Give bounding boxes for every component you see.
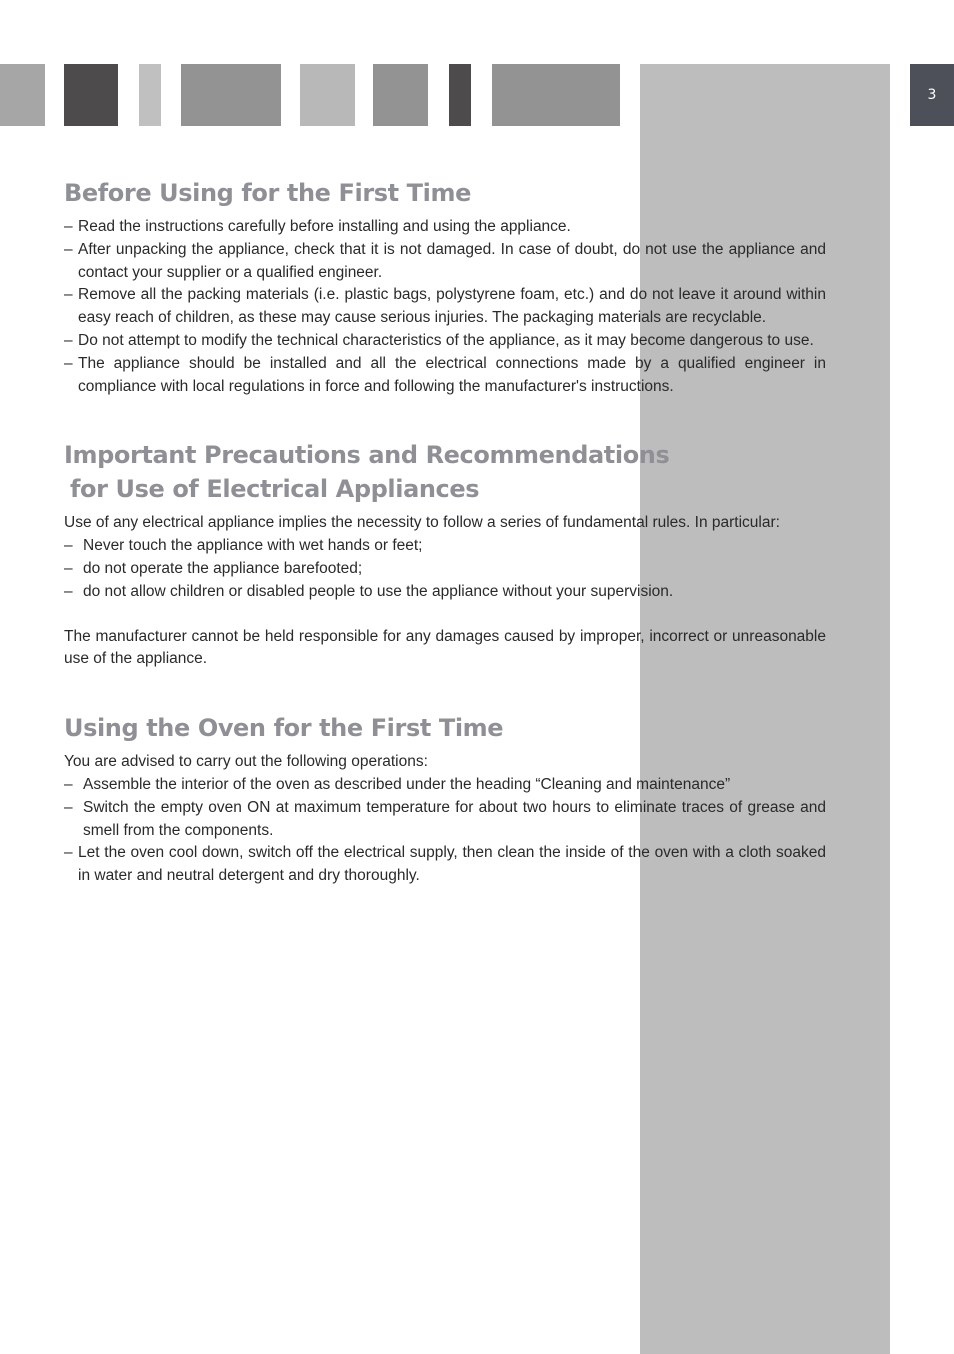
operations-list — [64, 774, 826, 842]
list-item: – Do not attempt to modify the technical characteristics of the appliance, as it may become dangerous to use. — [64, 330, 826, 353]
list-item: – Remove all the packing materials (i.e. plastic bags, polystyrene foam, etc.) and do not leave it around within easy reach of children, as these may cause serious injuries. The packaging materials are recyclable. — [64, 284, 826, 330]
header-bar-block — [181, 64, 281, 126]
list-item: – Assemble the interior of the oven as described under the heading “Cleaning and maintenance” — [64, 774, 826, 797]
page-number: 3 — [910, 64, 954, 126]
section-heading — [64, 438, 826, 506]
header-bar-block — [449, 64, 471, 126]
header-bar-block — [64, 64, 118, 126]
section-heading: Using the Oven for the First Time — [64, 714, 504, 743]
list-item: – Let the oven cool down, switch off the electrical supply, then clean the inside of the oven with a cloth soaked in water and neutral detergent and dry thoroughly. — [64, 842, 826, 888]
intro-paragraph: You are advised to carry out the following operations: — [64, 753, 428, 771]
list-item: – After unpacking the appliance, check that it is not damaged. In case of doubt, do not use the appliance and contact your supplier or a qualified engineer. — [64, 239, 826, 285]
operations-list — [64, 842, 826, 888]
heading-line: Important Precautions and Recommendations — [64, 441, 670, 470]
section-precautions — [64, 438, 826, 671]
list-item: – Switch the empty oven ON at maximum temperature for about two hours to eliminate traces of grease and smell from the components. — [64, 797, 826, 843]
section-before-first-use — [64, 176, 826, 398]
list-item: – do not operate the appliance barefooted; — [64, 558, 826, 581]
list-item: – do not allow children or disabled people to use the appliance without your supervision. — [64, 581, 826, 604]
intro-paragraph: Use of any electrical appliance implies the necessity to follow a series of fundamental rules. In particular: — [64, 514, 780, 532]
list-item: – The appliance should be installed and all the electrical connections made by a qualified engineer in compliance with local regulations in force and following the manufacturer's instructions. — [64, 353, 826, 399]
main-content — [64, 176, 826, 928]
instruction-list — [64, 216, 826, 398]
header-bar-block — [0, 64, 45, 126]
header-bar-block — [139, 64, 161, 126]
rules-list — [64, 535, 826, 603]
list-item: – Never touch the appliance with wet hands or feet; — [64, 535, 826, 558]
heading-line: for Use of Electrical Appliances — [70, 475, 480, 504]
header-bar-block — [492, 64, 620, 126]
disclaimer-paragraph: The manufacturer cannot be held responsible for any damages caused by improper, incorrect or unreasonable use of the appliance. — [64, 627, 826, 668]
list-item: – Read the instructions carefully before installing and using the appliance. — [64, 216, 826, 239]
header-bar-block — [300, 64, 355, 126]
section-oven-first-use — [64, 711, 826, 888]
header-bar-block — [373, 64, 428, 126]
section-heading: Before Using for the First Time — [64, 179, 471, 207]
